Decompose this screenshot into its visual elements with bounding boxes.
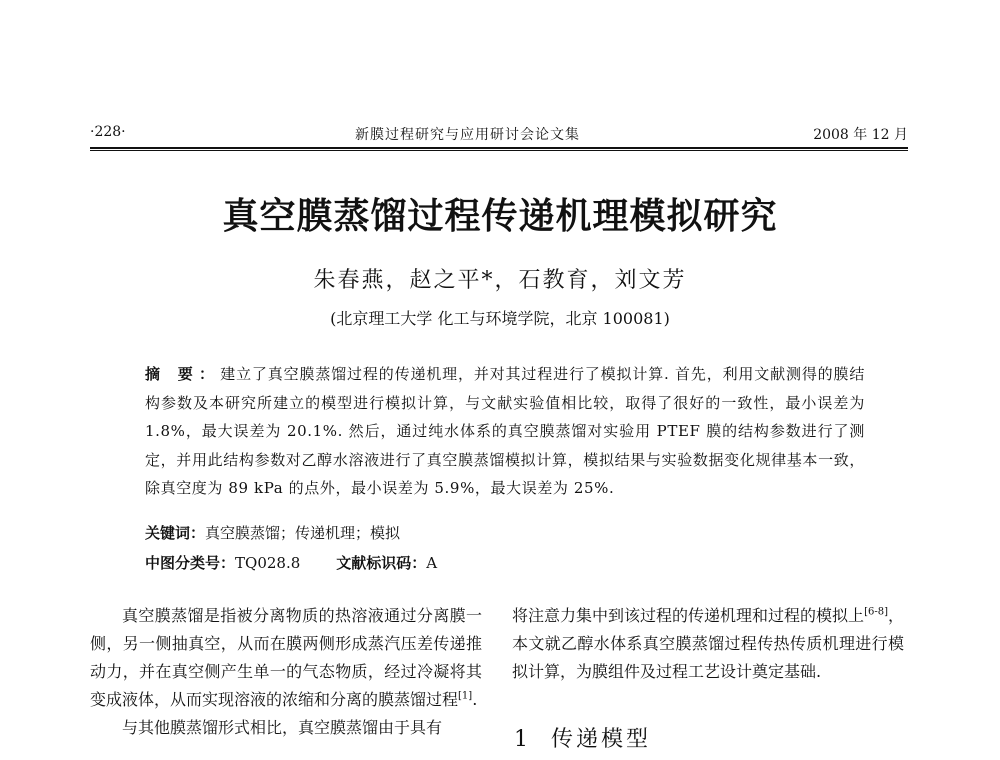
header-journal-title: 新膜过程研究与应用研讨会论文集 <box>355 127 580 143</box>
section-number: 1 <box>514 727 531 752</box>
header-page-number: ·228· <box>90 124 126 140</box>
abstract-text: 建立了真空膜蒸馏过程的传递机理，并对其过程进行了模拟计算. 首先，利用文献测得的膜结构参数及本研究所建立的模型进行模拟计算，与文献实验值相比较，取得了很好的一致性，最小误差为 1.8%，最大误差为 20.1%. 然后，通过纯水体系的真空膜蒸馏对实验用 PTEF 膜的结构参数进行了测定，并用此结构参数对乙醇水溶液进行了真空膜蒸馏模拟计算，模拟结果与实验数据变化规律基本一致，除真空度为 89 kPa 的点外，最小误差为 5.9%，最大误差为 25%. <box>145 365 865 497</box>
body-text: . <box>472 690 478 709</box>
body-text: 将注意力集中到该过程的传递机理和过程的模拟上 <box>512 606 865 625</box>
classification-line <box>145 552 865 573</box>
paper-authors: 朱春燕，赵之平*，石教育，刘文芳 <box>313 268 687 293</box>
body-column-right <box>512 602 904 686</box>
body-text: ，本文就乙醇水体系真空膜蒸馏过程传热传质机理进行模拟计算，为膜组件及过程工艺设计奠定基础. <box>512 606 904 681</box>
body-paragraph <box>90 602 482 714</box>
keywords-text: 真空膜蒸馏；传递机理；模拟 <box>205 524 401 542</box>
paper-title: 真空膜蒸馏过程传递机理模拟研究 <box>222 195 778 237</box>
body-text: 真空膜蒸馏是指被分离物质的热溶液通过分离膜一侧，另一侧抽真空，从而在膜两侧形成蒸汽压差传递推动力，并在真空侧产生单一的气态物质，经过冷凝将其变成液体，从而实现溶液的浓缩和分离的膜蒸馏过程 <box>90 606 482 709</box>
header-rule-thin <box>90 150 908 151</box>
paper-affiliation: (北京理工大学 化工与环境学院，北京 100081) <box>330 309 670 328</box>
abstract-block <box>145 360 865 503</box>
section-title: 传递模型 <box>551 727 652 752</box>
clc-value: TQ028.8 <box>235 554 301 572</box>
header-rule-thick <box>90 147 908 149</box>
citation-ref[interactable]: [1] <box>458 690 473 702</box>
clc-label: 中图分类号： <box>145 554 236 572</box>
header-date: 2008 年 12 月 <box>813 127 908 143</box>
doc-code-label: 文献标识码： <box>336 554 427 572</box>
abstract-label: 摘 要： <box>145 365 221 383</box>
keywords-label: 关键词： <box>145 524 206 542</box>
body-paragraph <box>90 714 482 742</box>
doc-code-value: A <box>426 554 438 572</box>
body-text: 与其他膜蒸馏形式相比，真空膜蒸馏由于具有 <box>122 718 443 737</box>
body-column-left <box>90 602 482 742</box>
section-heading <box>514 722 651 753</box>
citation-ref[interactable]: [6-8] <box>864 606 888 618</box>
keywords-line <box>145 522 865 543</box>
running-header <box>90 124 908 146</box>
body-paragraph <box>512 602 904 686</box>
